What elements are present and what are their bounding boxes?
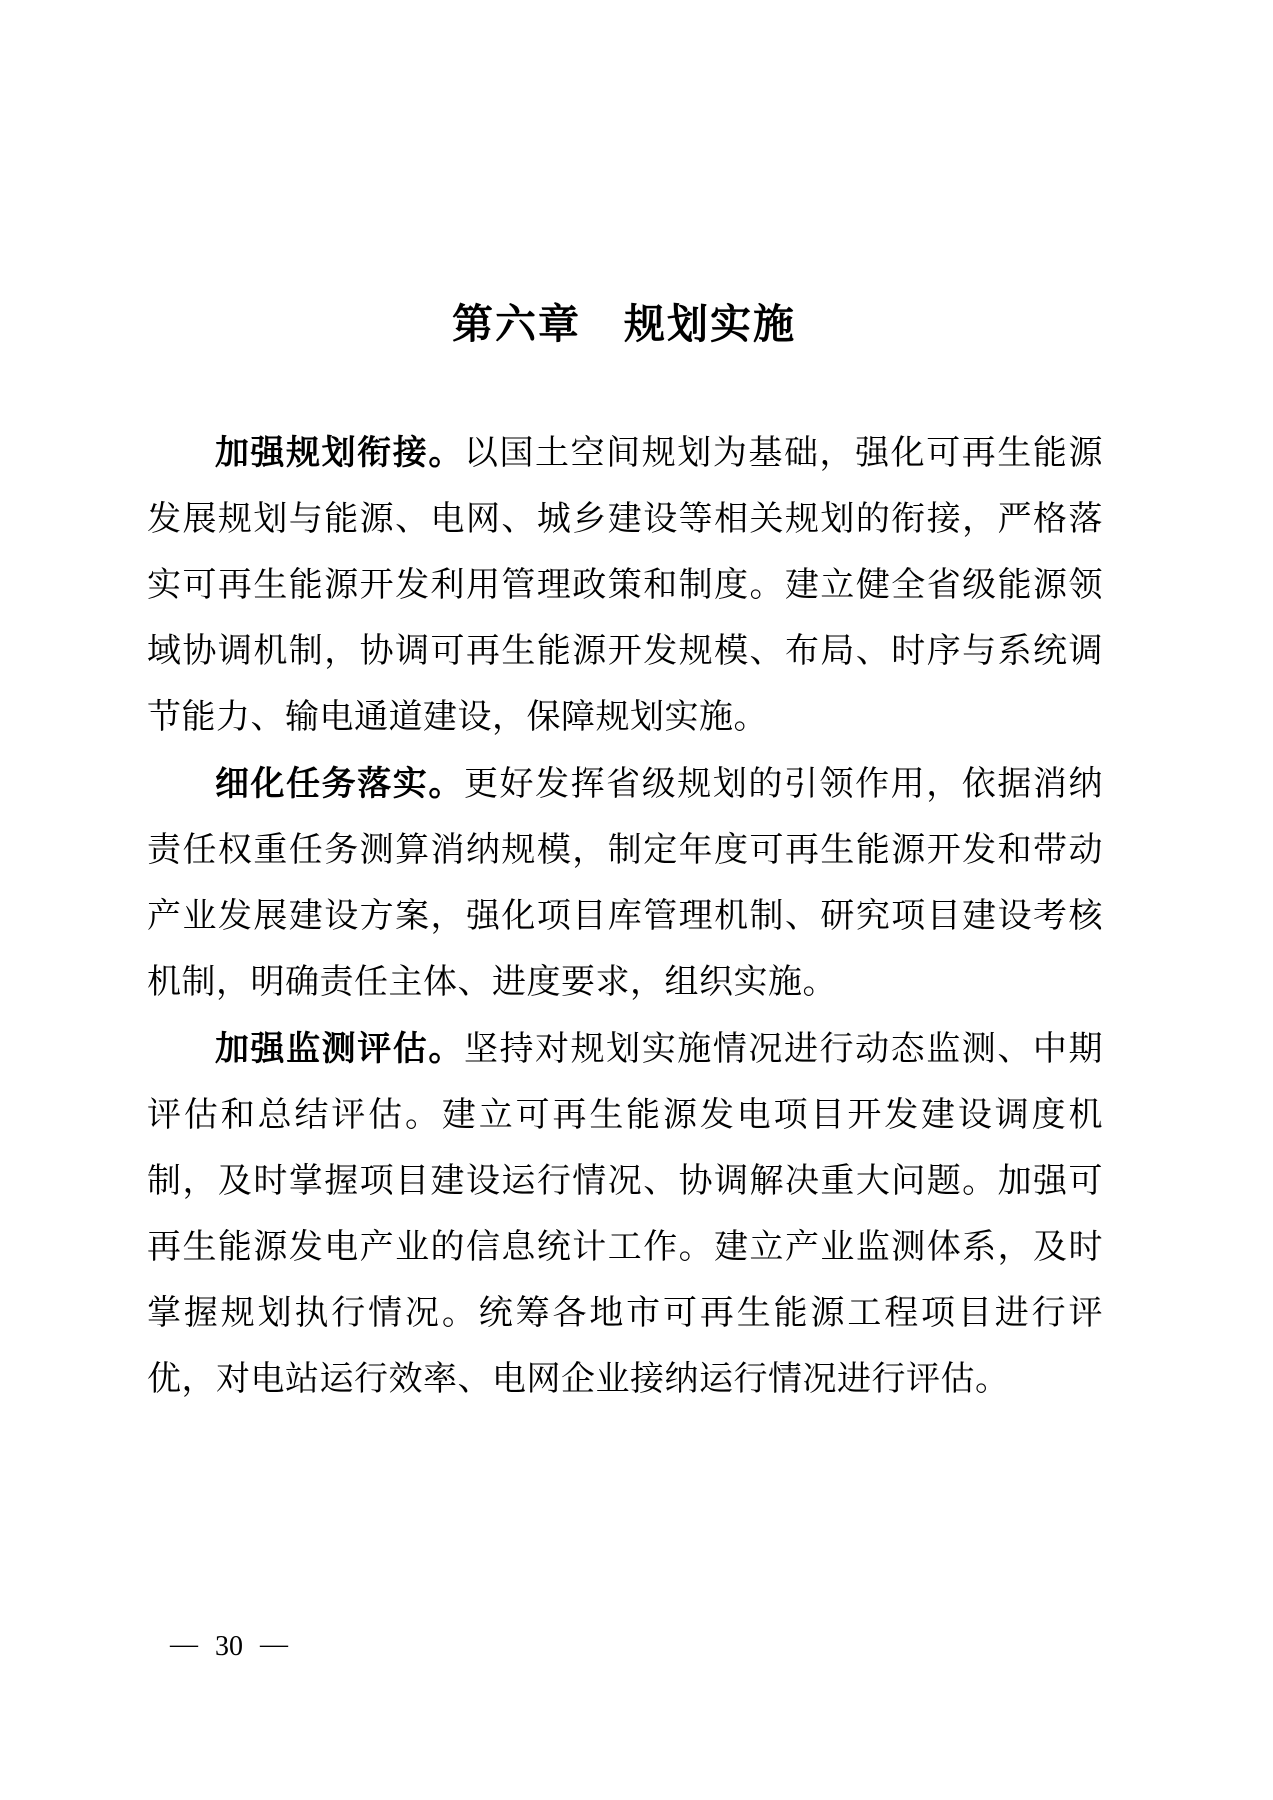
paragraph-lead: 加强规划衔接。 [215, 434, 464, 472]
footer-dash-right: — [260, 1629, 288, 1660]
chapter-title: 第六章 规划实施 [452, 301, 796, 347]
document-body [147, 420, 1103, 1413]
page-number: 30 [215, 1631, 243, 1662]
paragraph [147, 1016, 1103, 1413]
paragraph-text: 以国土空间规划为基础，强化可再生能源发展规划与能源、电网、城乡建设等相关规划的衔接，严格落实可再生能源开发利用管理政策和制度。建立健全省级能源领域协调机制，协调可再生能源开发规模、布局、时序与系统调节能力、输电通道建设，保障规划实施。 [147, 435, 1103, 736]
paragraph-lead: 加强监测评估。 [215, 1030, 464, 1068]
paragraph [147, 751, 1103, 1016]
paragraph [147, 420, 1103, 751]
footer-dash-left: — [170, 1629, 198, 1660]
page-footer [170, 1630, 288, 1664]
paragraph-text: 更好发挥省级规划的引领作用，依据消纳责任权重任务测算消纳规模，制定年度可再生能源开发和带动产业发展建设方案，强化项目库管理机制、研究项目建设考核机制，明确责任主体、进度要求，组织实施。 [147, 766, 1103, 1001]
paragraph-lead: 细化任务落实。 [215, 765, 464, 803]
paragraph-text: 坚持对规划实施情况进行动态监测、中期评估和总结评估。建立可再生能源发电项目开发建设调度机制，及时掌握项目建设运行情况、协调解决重大问题。加强可再生能源发电产业的信息统计工作。建立产业监测体系，及时掌握规划执行情况。统筹各地市可再生能源工程项目进行评优，对电站运行效率、电网企业接纳运行情况进行评估。 [147, 1031, 1103, 1398]
